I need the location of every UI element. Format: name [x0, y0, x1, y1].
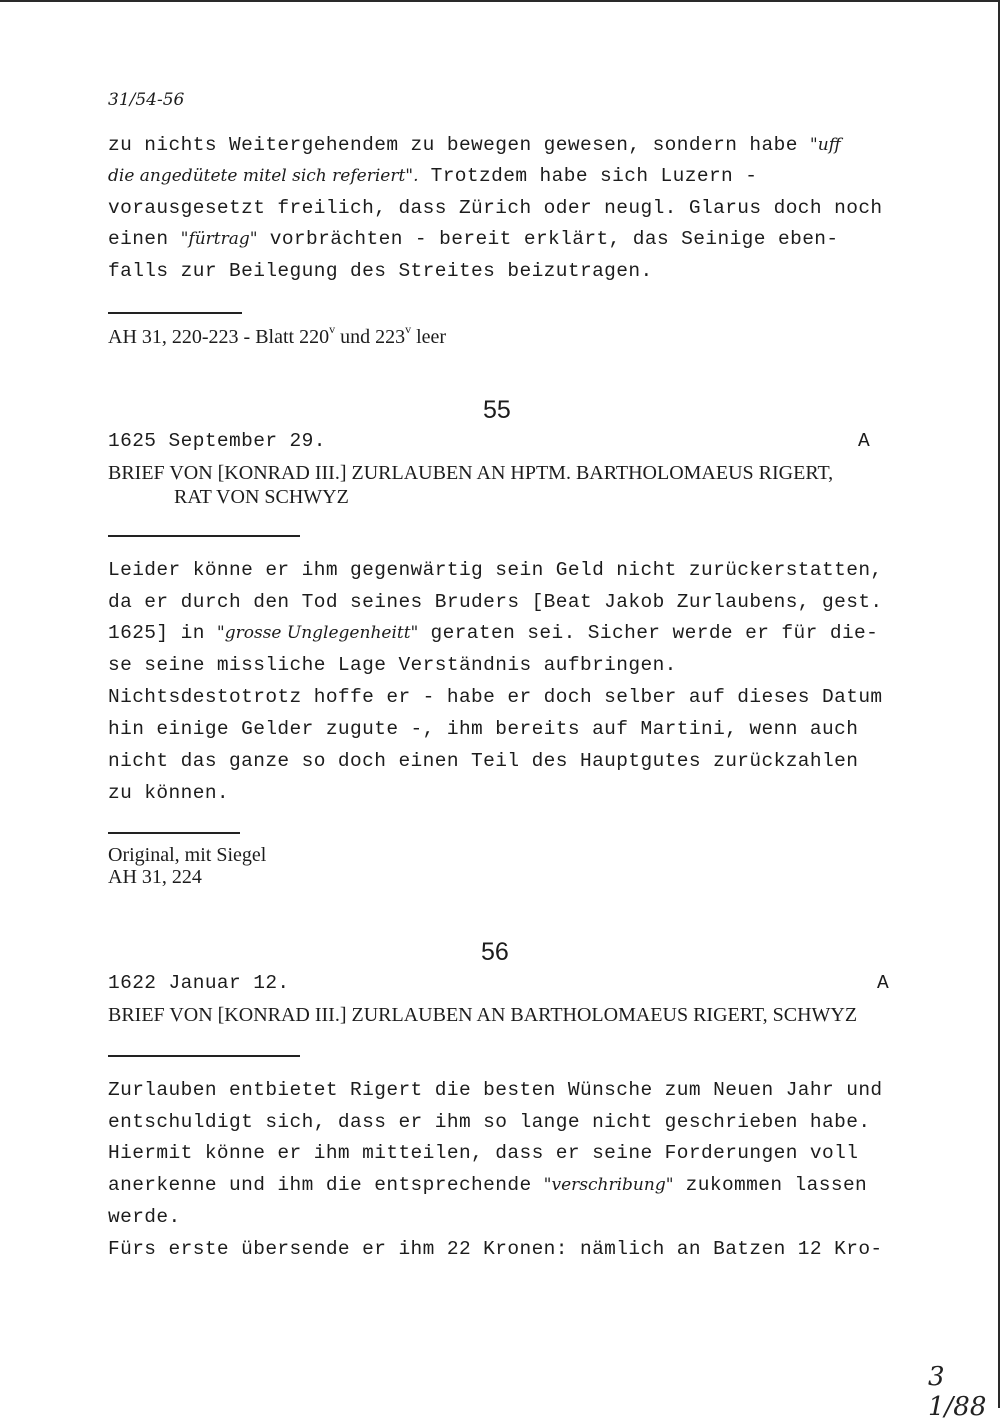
page-reference: 31/54-56: [108, 90, 185, 110]
source-note: AH 31, 220-223 - Blatt 220$^v$ und 223$^v$ leer: [108, 322, 447, 348]
text-line: se seine missliche Lage Verständnis aufbringen.: [108, 654, 677, 676]
divider-rule: [108, 535, 300, 537]
text-line: Fürs erste übersende er ihm 22 Kronen: nämlich an Batzen 12 Kro-: [108, 1238, 883, 1260]
entry-marker: A: [877, 972, 890, 994]
text-line: da er durch den Tod seines Bruders [Beat Jakob Zurlaubens, gest.: [108, 591, 883, 613]
source-note: AH 31, 224: [108, 866, 202, 888]
text-line: 1625] in "grosse Unglegenheitt" geraten sei. Sicher werde er für die-: [108, 622, 879, 644]
text-line: zu nichts Weitergehendem zu bewegen gewesen, sondern habe "uff: [108, 134, 841, 156]
entry-number: 55: [483, 396, 511, 424]
text-line: werde.: [108, 1206, 181, 1228]
entry-title-continued: RAT VON SCHWYZ: [174, 486, 349, 508]
text-line: anerkenne und ihm die entsprechende "verschribung" zukommen lassen: [108, 1174, 868, 1196]
source-note: Original, mit Siegel: [108, 844, 267, 866]
entry-date: 1625 September 29.: [108, 430, 326, 452]
entry-number: 56: [481, 938, 509, 966]
divider-rule: [108, 312, 242, 314]
text-line: entschuldigt sich, dass er ihm so lange nicht geschrieben habe.: [108, 1111, 871, 1133]
text-line: Leider könne er ihm gegenwärtig sein Geld nicht zurückerstatten,: [108, 559, 883, 581]
text-line: die angedütete mitel sich referiert". Trotzdem habe sich Luzern -: [108, 165, 758, 187]
entry-date: 1622 Januar 12.: [108, 972, 290, 994]
text-line: einen "fürtrag" vorbrächten - bereit erklärt, das Seinige eben-: [108, 228, 839, 250]
handwritten-folio-number: 3 1/88: [928, 1362, 987, 1422]
text-line: zu können.: [108, 782, 230, 804]
entry-title: BRIEF VON [KONRAD III.] ZURLAUBEN AN HPTM. BARTHOLOMAEUS RIGERT,: [108, 462, 834, 484]
text-line: vorausgesetzt freilich, dass Zürich oder neugl. Glarus doch noch: [108, 197, 883, 219]
text-line: hin einige Gelder zugute -, ihm bereits auf Martini, wenn auch: [108, 718, 859, 740]
entry-title: BRIEF VON [KONRAD III.] ZURLAUBEN AN BARTHOLOMAEUS RIGERT, SCHWYZ: [108, 1004, 858, 1026]
divider-rule: [108, 832, 240, 834]
text-line: falls zur Beilegung des Streites beizutragen.: [108, 260, 653, 282]
entry-marker: A: [858, 430, 871, 452]
text-line: Zurlauben entbietet Rigert die besten Wünsche zum Neuen Jahr und: [108, 1079, 883, 1101]
text-line: Hiermit könne er ihm mitteilen, dass er seine Forderungen voll: [108, 1142, 859, 1164]
text-line: nicht das ganze so doch einen Teil des Hauptgutes zurückzahlen: [108, 750, 859, 772]
divider-rule: [108, 1055, 300, 1057]
text-line: Nichtsdestotrotz hoffe er - habe er doch selber auf dieses Datum: [108, 686, 883, 708]
scan-border-top: [0, 0, 1000, 2]
